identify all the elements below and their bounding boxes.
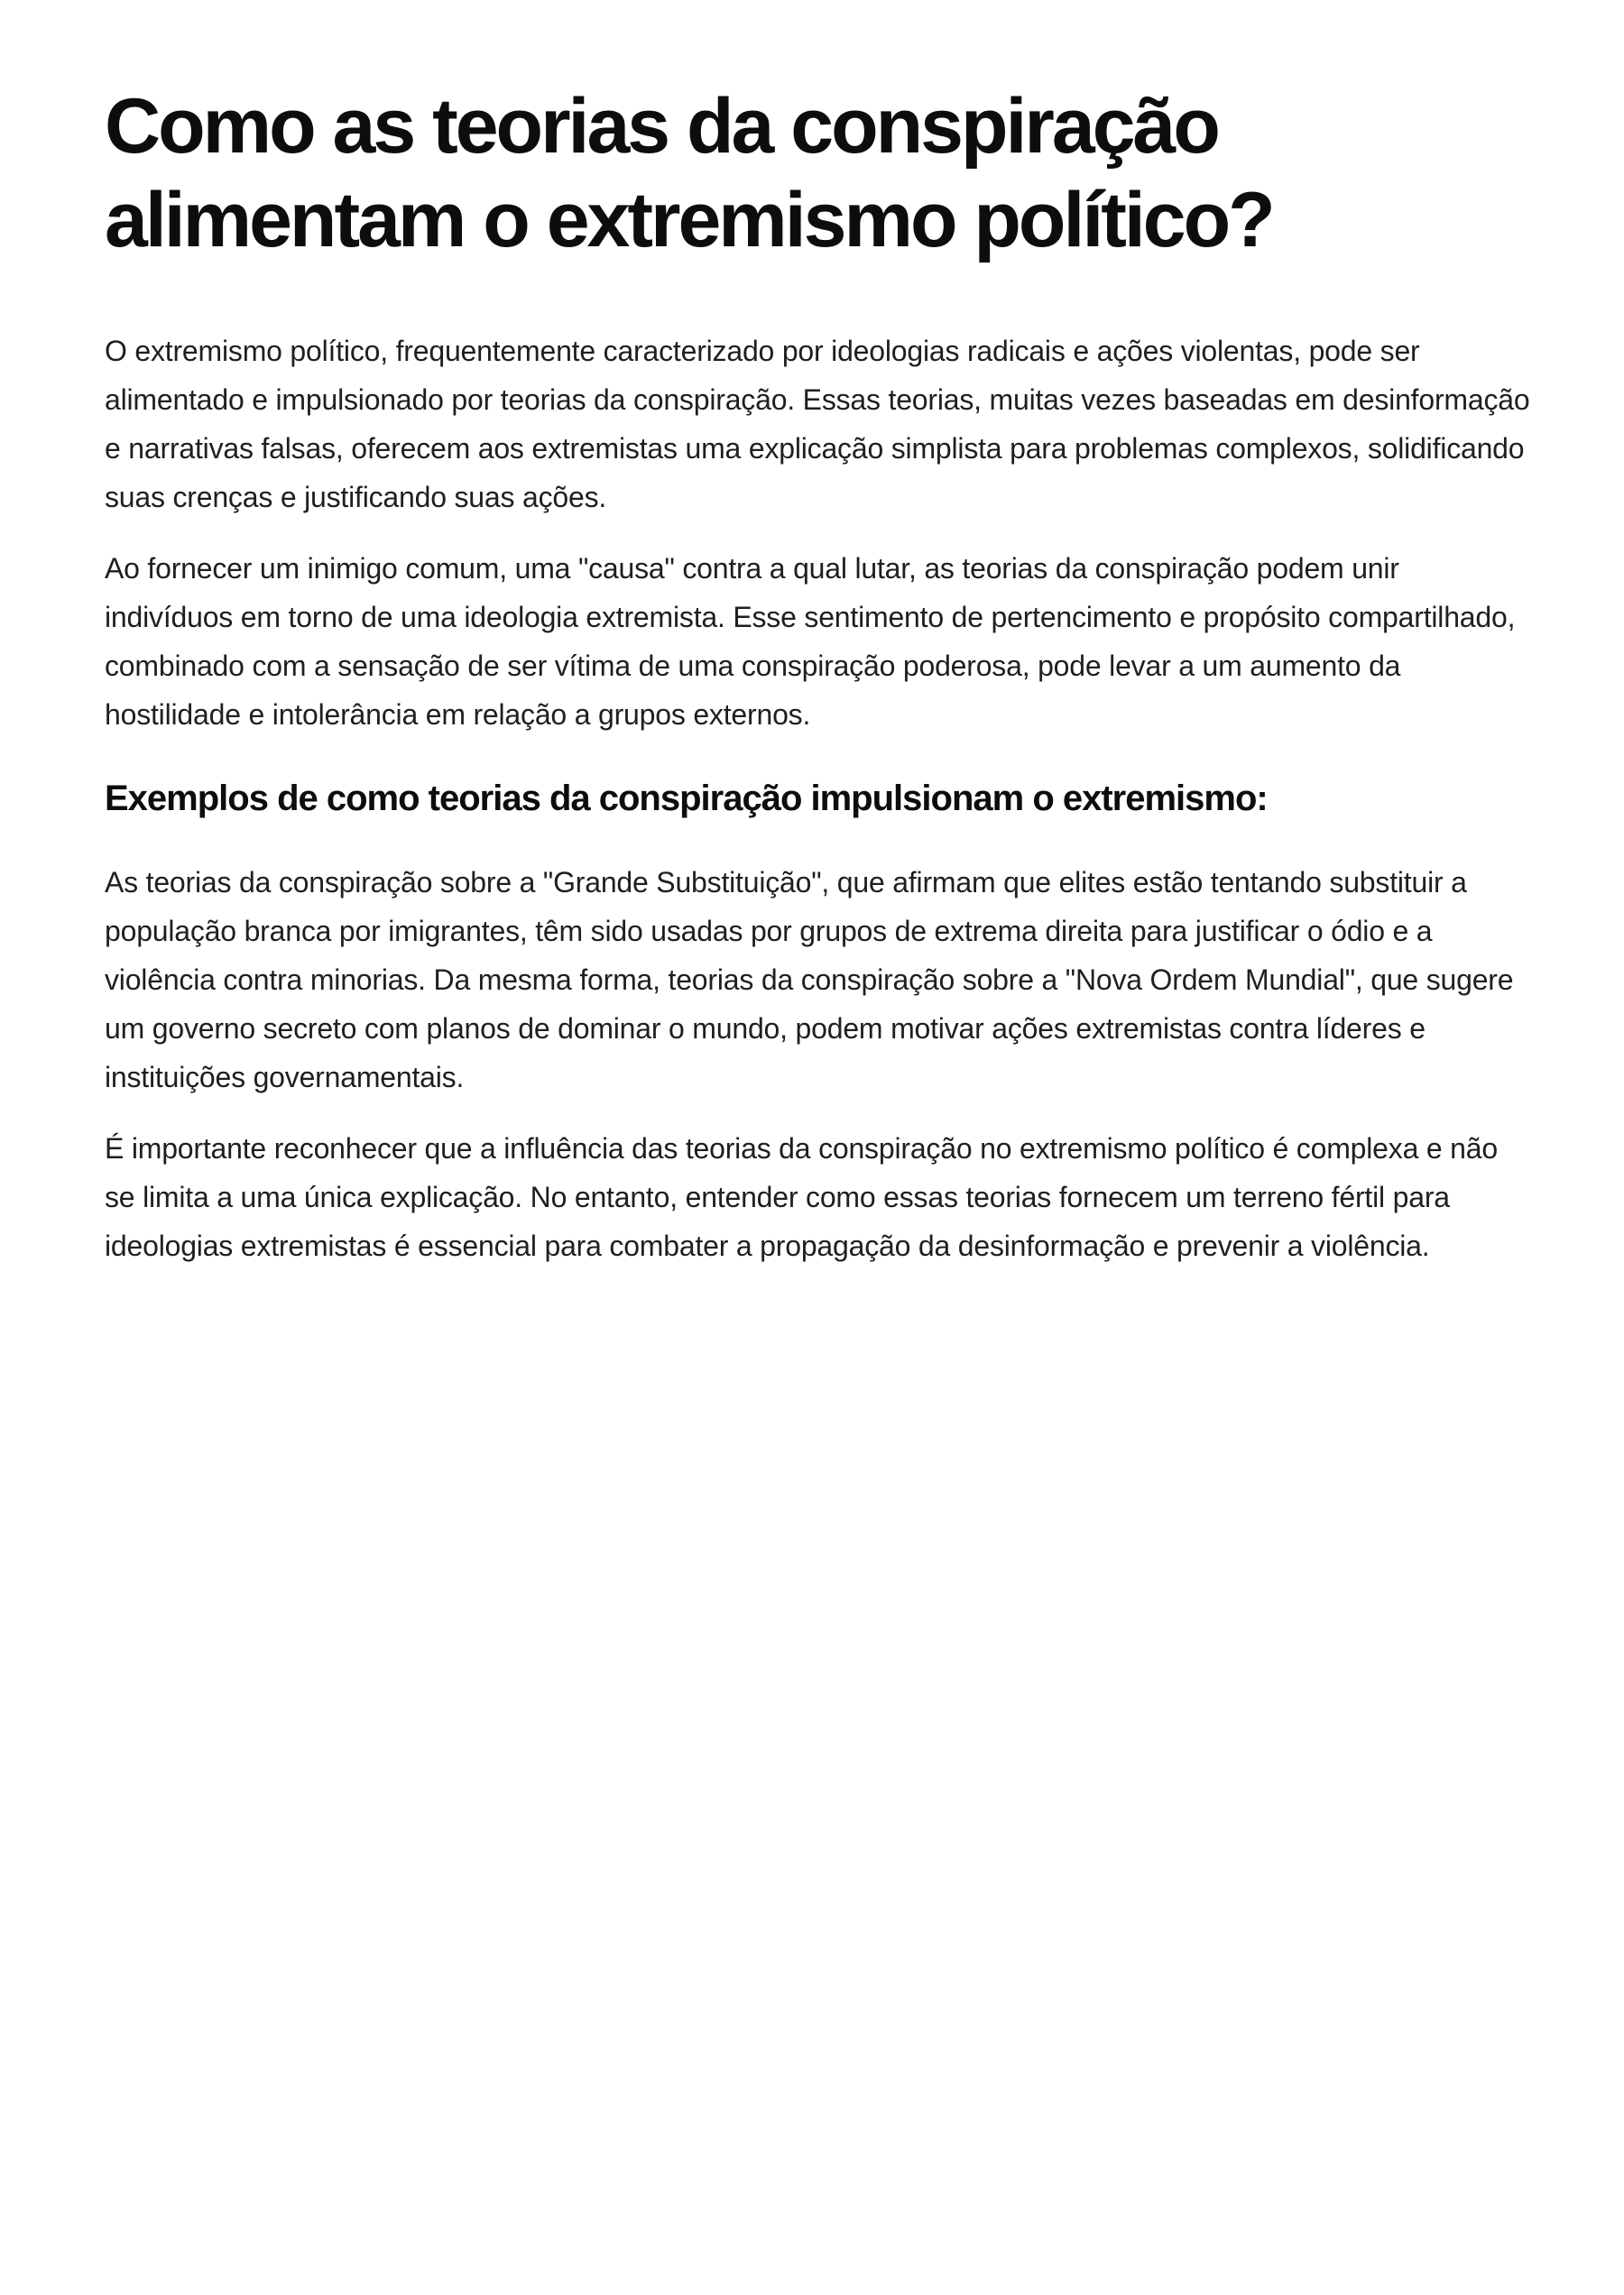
page-title-line-1: Como as teorias da conspiração <box>105 83 1218 170</box>
page-title-line-2: alimentam o extremismo político? <box>105 177 1273 263</box>
document-page <box>105 79 1530 1293</box>
intro-paragraph-2: Ao fornecer um inimigo comum, uma "causa" contra a qual lutar, as teorias da conspiração podem unir indivíduos em torno de uma ideologia extremista. Esse sentimento de pertencimento e propósito compartilhado, combinado com a sensação de ser vítima de uma conspiração poderosa, pode levar a um aumento da hostilidade e intolerância em relação a grupos externos. <box>105 552 1516 731</box>
page-title <box>105 79 1530 267</box>
section-paragraph-1: As teorias da conspiração sobre a "Grande Substituição", que afirmam que elites estão tentando substituir a população branca por imigrantes, têm sido usadas por grupos de extrema direita para justificar o ódio e a violência contra minorias. Da mesma forma, teorias da conspiração sobre a "Nova Ordem Mundial", que sugere um governo secreto com planos de dominar o mundo, podem motivar ações extremistas contra líderes e instituições governamentais. <box>105 866 1514 1093</box>
section-paragraph-2: É importante reconhecer que a influência das teorias da conspiração no extremismo político é complexa e não se limita a uma única explicação. No entanto, entender como essas teorias fornecem um terreno fértil para ideologias extremistas é essencial para combater a propagação da desinformação e prevenir a violência. <box>105 1132 1498 1262</box>
section-heading: Exemplos de como teorias da conspiração impulsionam o extremismo: <box>105 779 1268 818</box>
intro-paragraph-1: O extremismo político, frequentemente caracterizado por ideologias radicais e ações violentas, pode ser alimentado e impulsionado por teorias da conspiração. Essas teorias, muitas vezes baseadas em desinformação e narrativas falsas, oferecem aos extremistas uma explicação simplista para problemas complexos, solidificando suas crenças e justificando suas ações. <box>105 335 1530 513</box>
document-body <box>105 327 1530 1270</box>
